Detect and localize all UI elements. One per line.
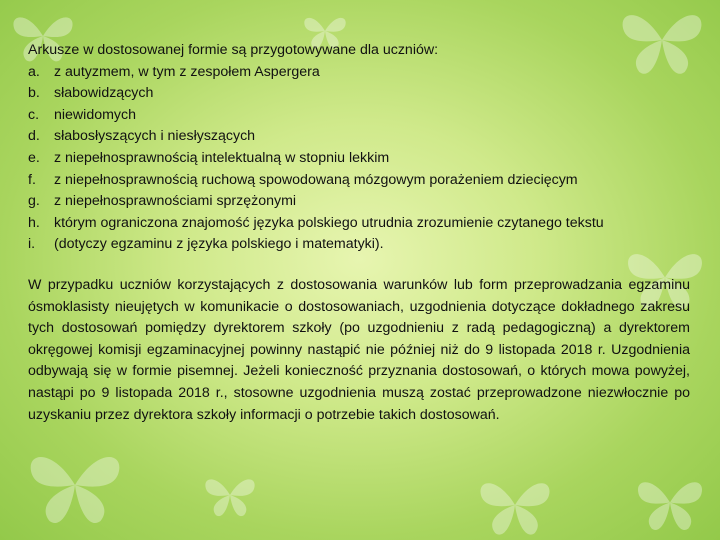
list-item <box>28 148 690 170</box>
list-item <box>28 213 690 235</box>
list-item-text: z autyzmem, w tym z zespołem Aspergera <box>54 63 320 80</box>
list-item <box>28 126 690 148</box>
list-marker: b. <box>28 85 40 102</box>
list-marker: a. <box>28 63 40 80</box>
butterfly-icon <box>200 470 260 520</box>
list-marker: e. <box>28 149 40 166</box>
list-marker: g. <box>28 193 40 210</box>
list-item-text: niewidomych <box>54 106 137 123</box>
student-category-list <box>28 62 690 256</box>
list-marker: i. <box>28 236 36 253</box>
list-marker: h. <box>28 214 40 231</box>
list-marker: c. <box>28 106 40 123</box>
list-marker: d. <box>28 128 40 145</box>
butterfly-icon <box>20 440 130 530</box>
slide-content <box>28 40 690 426</box>
butterfly-icon <box>470 470 560 540</box>
intro-text: Arkusze w dostosowanej formie są przygotowywane dla uczniów: <box>28 42 439 58</box>
list-item <box>28 105 690 127</box>
butterfly-icon <box>630 470 710 535</box>
list-item <box>28 191 690 213</box>
list-item-text: słabowidzących <box>54 85 154 102</box>
list-item <box>28 234 690 256</box>
list-item <box>28 62 690 84</box>
list-item-text: którym ograniczona znajomość języka polskiego utrudnia zrozumienie czytanego tekstu <box>54 214 604 231</box>
body-paragraph: W przypadku uczniów korzystających z dostosowania warunków lub form przeprowadzania egzaminu ósmoklasisty nieujętych w komunikacie o dostosowaniach, uzgodnienia dotyczące dokładnego zakresu tych dostosowań pomiędzy dyrektorem szkoły (po uzgodnieniu z radą pedagogiczną) a dyrektorem okręgowej komisji egzaminacyjnej powinny nastąpić nie później niż do 9 listopada 2018 r. Uzgodnienia odbywają się w formie pisemnej. Jeżeli konieczność przyznania dostosowań, o których mowa powyżej, nastąpi po 9 listopada 2018 r., stosowne uzgodnienia muszą zostać przeprowadzone niezwłocznie po uzyskaniu przez dyrektora szkoły informacji o potrzebie takich dostosowań. <box>28 276 690 423</box>
list-item-text: z niepełnosprawnością intelektualną w stopniu lekkim <box>54 149 390 166</box>
list-marker: f. <box>28 171 36 188</box>
list-item-text: słabosłyszących i niesłyszących <box>54 128 256 145</box>
list-item-text: z niepełnosprawnościami sprzężonymi <box>54 193 297 210</box>
list-item <box>28 83 690 105</box>
list-item-text: z niepełnosprawnością ruchową spowodowaną mózgowym porażeniem dziecięcym <box>54 171 578 188</box>
list-item-text: (dotyczy egzaminu z języka polskiego i matematyki). <box>54 236 384 253</box>
list-item <box>28 170 690 192</box>
